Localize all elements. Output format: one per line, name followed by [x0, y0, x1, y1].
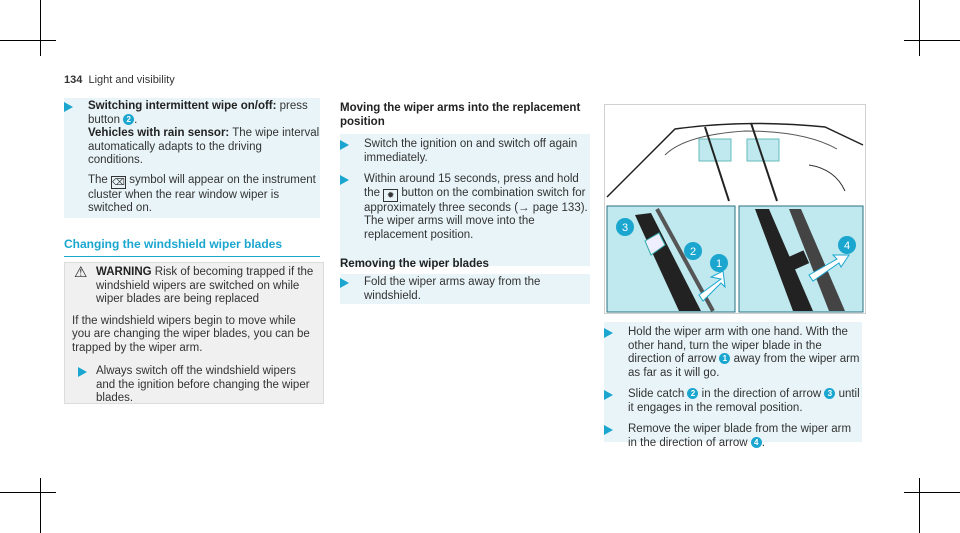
middle-heading: Moving the wiper arms into the replacement position [340, 102, 581, 128]
step-text: Switch the ignition on and switch off again immediately. [364, 138, 578, 164]
rain-sensor-title: Vehicles with rain sensor: [88, 127, 230, 139]
callout-1: 1 [715, 258, 723, 270]
bullet-arrow-icon [604, 328, 613, 338]
right-column [628, 326, 862, 458]
callout-3: 3 [621, 222, 629, 234]
step-turn-blade [628, 326, 862, 380]
rain-sensor-text: The wipe interval automatically adapts to the driving conditions. [88, 127, 320, 166]
crop-mark [40, 478, 41, 533]
callout-marker: 1 [719, 353, 730, 364]
callout-4: 4 [843, 240, 851, 252]
step-text: press button [88, 100, 308, 126]
step-slide-catch [628, 388, 862, 415]
step-text: Slide catch [628, 388, 688, 400]
warning-content [72, 266, 316, 406]
warning-label: WARNING [96, 266, 152, 278]
step-text: . [761, 436, 765, 449]
step-text: The wiper arms will move into the replacement position. [364, 215, 535, 241]
callout-marker: 3 [824, 388, 835, 399]
left-column [88, 100, 320, 224]
step-intermittent-wipe [88, 100, 320, 216]
step-title: Switching intermittent wipe on/off: [88, 100, 277, 112]
warning-text: Risk of becoming trapped if the windshield wipers are switched on while wiper blades are being replaced [96, 266, 314, 305]
step-hold-button [364, 173, 590, 242]
middle-column [340, 102, 590, 129]
crop-mark [919, 478, 920, 533]
wiper-illustration [604, 104, 866, 314]
step-switch-ignition [364, 138, 590, 165]
callout-marker: 2 [123, 114, 134, 125]
middle-steps [364, 138, 590, 250]
bullet-arrow-icon [340, 175, 349, 185]
middle-steps-2 [364, 276, 590, 311]
step-text: until it engages in the removal position. [628, 388, 860, 414]
crop-mark [919, 0, 920, 56]
callout-marker: 2 [687, 388, 698, 399]
crop-mark [0, 40, 56, 41]
step-text: . [134, 113, 138, 126]
step-text: button on the combination switch for approximately three seconds (→ page 133). [364, 186, 588, 214]
step-text: Hold the wiper arm with one hand. With the other hand, turn the wiper blade in the direction of arrow [628, 326, 848, 365]
symbol-text: symbol will appear on the instrument cluster when the rear window wiper is switched on. [88, 173, 316, 214]
crop-mark [904, 492, 960, 493]
bullet-arrow-icon [340, 278, 349, 288]
page-header [64, 74, 175, 88]
step-text: Within around 15 seconds, press and hold the [364, 173, 579, 199]
wiper-button-icon: ✹ [383, 189, 398, 202]
warning-header [72, 266, 316, 307]
step-text: in the direction of arrow [698, 388, 825, 400]
step-fold-arms [364, 276, 590, 303]
bullet-arrow-icon [340, 140, 349, 150]
warning-step [72, 365, 316, 406]
warning-icon: ⚠ [74, 264, 88, 281]
step-text: away from the wiper arm as far as it will go. [628, 353, 860, 379]
callout-marker: 4 [751, 437, 762, 448]
crop-mark [0, 492, 56, 493]
bullet-arrow-icon [604, 425, 613, 435]
rear-window-wiper-icon: ⌫ [112, 176, 125, 187]
symbol-note [88, 174, 320, 216]
bullet-arrow-icon [78, 367, 87, 377]
section-heading: Changing the windshield wiper blades [64, 238, 320, 257]
crop-mark [40, 0, 41, 56]
callout-2: 2 [689, 246, 697, 258]
warning-body: If the windshield wipers begin to move while you are changing the wiper blades, you can be trapped by the wiper arm. [72, 314, 310, 354]
step-remove-blade [628, 423, 862, 450]
wiper-diagram [605, 105, 865, 313]
step-text: Remove the wiper blade from the wiper arm in the direction of arrow [628, 423, 852, 449]
step-text: Fold the wiper arms away from the windshield. [364, 276, 541, 302]
bullet-arrow-icon [64, 102, 73, 112]
chapter-title: Light and visibility [88, 74, 175, 86]
symbol-text: The [88, 173, 112, 186]
page-number: 134 [64, 74, 83, 86]
crop-mark [904, 40, 960, 41]
middle-subheading: Removing the wiper blades [340, 258, 489, 270]
warning-step-text: Always switch off the windshield wipers and the ignition before changing the wiper blades. [96, 365, 310, 404]
bullet-arrow-icon [604, 390, 613, 400]
